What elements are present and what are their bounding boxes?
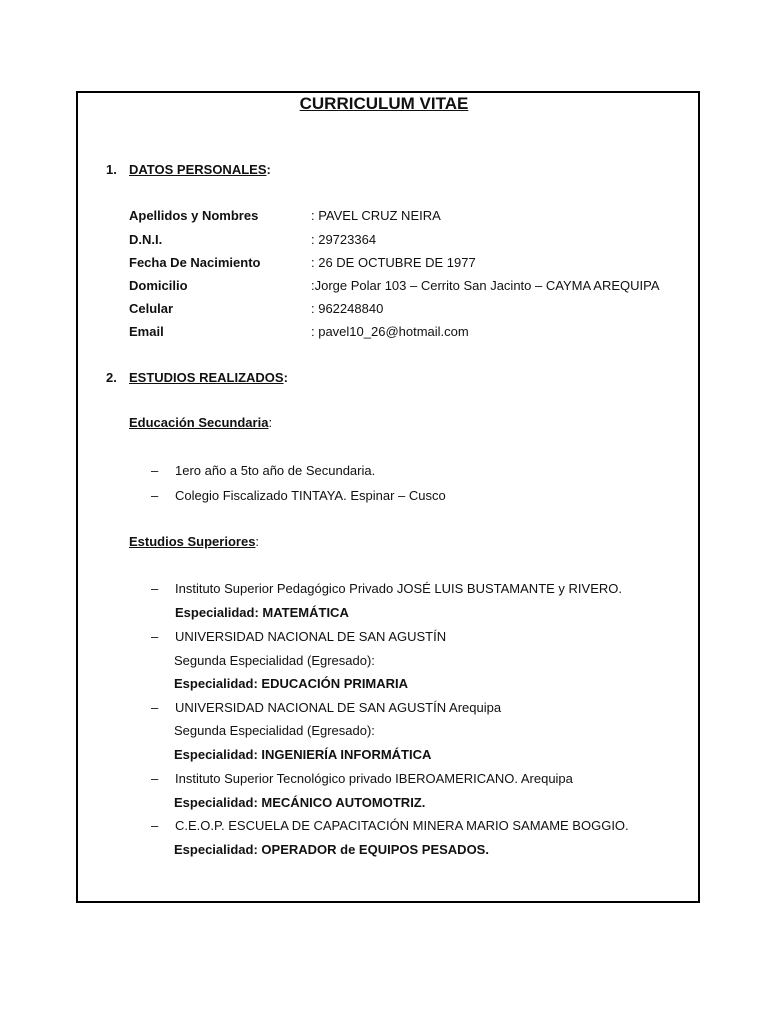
subsection-higher bbox=[129, 534, 259, 549]
list-dash: – bbox=[151, 771, 159, 786]
section-label: ESTUDIOS REALIZADOS bbox=[129, 370, 284, 385]
specialty-note: Segunda Especialidad (Egresado): bbox=[174, 653, 375, 668]
field-label: Domicilio bbox=[129, 278, 188, 293]
field-value: : 962248840 bbox=[311, 301, 384, 316]
list-item: 1ero año a 5to año de Secundaria. bbox=[175, 463, 376, 478]
field-value: : PAVEL CRUZ NEIRA bbox=[311, 208, 441, 223]
section-number: 2. bbox=[106, 370, 117, 385]
list-dash: – bbox=[151, 700, 159, 715]
specialty-line: Especialidad: OPERADOR de EQUIPOS PESADOS. bbox=[174, 842, 489, 857]
list-dash: – bbox=[151, 581, 159, 596]
list-dash: – bbox=[151, 488, 159, 503]
list-item: Colegio Fiscalizado TINTAYA. Espinar – Cusco bbox=[175, 488, 446, 503]
list-item: C.E.O.P. ESCUELA DE CAPACITACIÓN MINERA MARIO SAMAME BOGGIO. bbox=[175, 818, 629, 833]
section-suffix: : bbox=[266, 162, 271, 177]
subsection-suffix: : bbox=[268, 415, 273, 430]
list-dash: – bbox=[151, 629, 159, 644]
field-label: Fecha De Nacimiento bbox=[129, 255, 261, 270]
list-item: UNIVERSIDAD NACIONAL DE SAN AGUSTÍN bbox=[175, 629, 447, 644]
specialty-note: Segunda Especialidad (Egresado): bbox=[174, 723, 375, 738]
section-personal bbox=[106, 162, 271, 177]
field-value: : 26 DE OCTUBRE DE 1977 bbox=[311, 255, 476, 270]
field-value: : pavel10_26@hotmail.com bbox=[311, 324, 469, 339]
specialty-line: Especialidad: MECÁNICO AUTOMOTRIZ. bbox=[174, 795, 426, 810]
list-item: Instituto Superior Tecnológico privado IBEROAMERICANO. Arequipa bbox=[175, 771, 573, 786]
field-label: Apellidos y Nombres bbox=[129, 208, 259, 223]
list-dash: – bbox=[151, 463, 159, 478]
section-label: DATOS PERSONALES bbox=[129, 162, 267, 177]
subsection-label: Estudios Superiores bbox=[129, 534, 256, 549]
subsection-suffix: : bbox=[255, 534, 260, 549]
specialty-line: Especialidad: MATEMÁTICA bbox=[175, 605, 349, 620]
specialty-line: Especialidad: EDUCACIÓN PRIMARIA bbox=[174, 676, 409, 691]
field-value: :Jorge Polar 103 – Cerrito San Jacinto – CAYMA AREQUIPA bbox=[311, 278, 660, 293]
section-number: 1. bbox=[106, 162, 117, 177]
subsection-label: Educación Secundaria bbox=[129, 415, 269, 430]
list-item: Instituto Superior Pedagógico Privado JOSÉ LUIS BUSTAMANTE y RIVERO. bbox=[175, 581, 622, 596]
field-value: : 29723364 bbox=[311, 232, 377, 247]
section-suffix: : bbox=[283, 370, 288, 385]
list-dash: – bbox=[151, 818, 159, 833]
specialty-line: Especialidad: INGENIERÍA INFORMÁTICA bbox=[174, 747, 432, 762]
section-studies bbox=[106, 370, 288, 385]
field-label: Celular bbox=[129, 301, 174, 316]
field-label: D.N.I. bbox=[129, 232, 163, 247]
list-item: UNIVERSIDAD NACIONAL DE SAN AGUSTÍN Arequipa bbox=[175, 700, 502, 715]
document-title: CURRICULUM VITAE bbox=[299, 94, 469, 113]
subsection-secondary bbox=[129, 415, 272, 430]
field-label: Email bbox=[129, 324, 164, 339]
